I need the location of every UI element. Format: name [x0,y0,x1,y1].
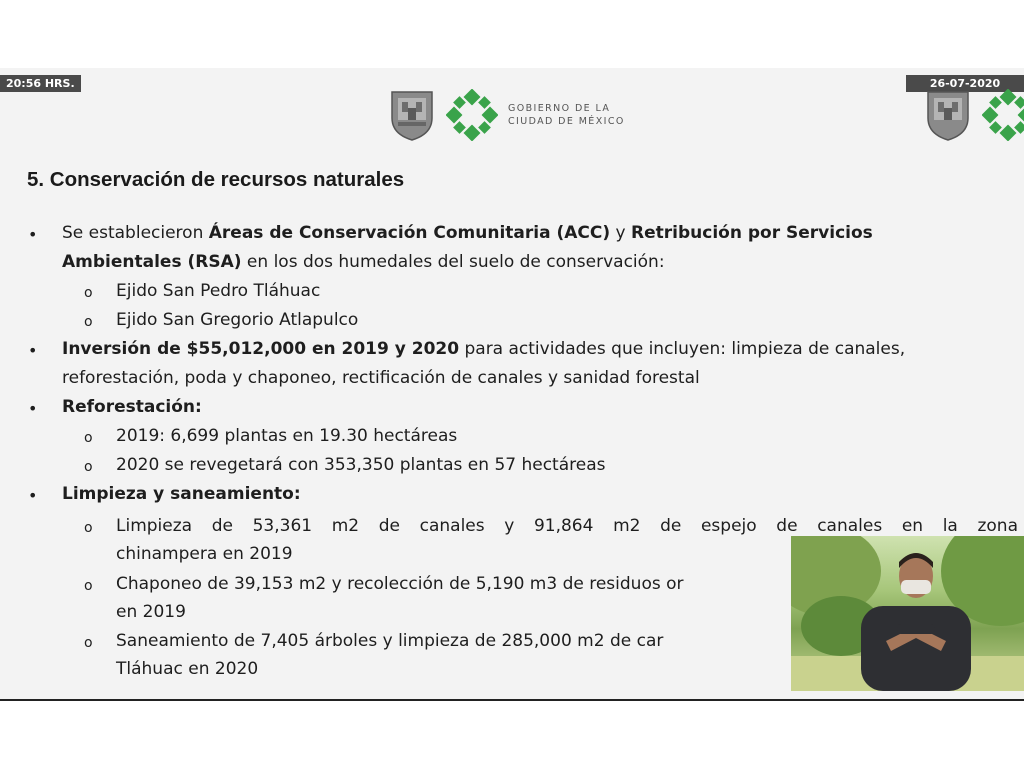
bullet-1-subitem: Ejido San Pedro Tláhuac [116,281,321,301]
bullet-1-line-2: Ambientales (RSA) en los dos humedales del suelo de conservación: [62,252,665,272]
cdmx-emblem-icon [446,89,498,141]
broadcast-time-tag: 20:56 HRS. [0,75,81,92]
interpreter-video [791,536,1024,691]
interpreter-figure [861,546,971,691]
sub-marker: o [84,430,93,446]
coat-of-arms-icon [388,88,436,142]
bullet-marker: • [28,225,38,244]
sub-marker: o [84,520,93,536]
sub-marker: o [84,635,93,651]
bullet-2-line-2: reforestación, poda y chaponeo, rectificación de canales y sanidad forestal [62,368,700,388]
sub-marker: o [84,459,93,475]
bullet-1-subitem: Ejido San Gregorio Atlapulco [116,310,359,330]
slide-frame [0,68,1024,700]
bullet-4-subitem-3-line-1: Saneamiento de 7,405 árboles y limpieza de 285,000 m2 de car [116,631,664,651]
sub-marker: o [84,285,93,301]
government-logo [388,88,625,142]
bullet-4-subitem-1-line-1: Limpieza de 53,361 m2 de canales y 91,864 m2 de espejo de canales en la zona [116,516,1018,536]
bullet-4-subitem-1-line-2: chinampera en 2019 [116,544,293,564]
government-logo-text: GOBIERNO DE LA CIUDAD DE MÉXICO [508,103,625,127]
bullet-3-heading: Reforestación: [62,397,202,417]
broadcast-date-tag: 26-07-2020 [906,75,1024,92]
sub-marker: o [84,578,93,594]
bullet-2-line-1: Inversión de $55,012,000 en 2019 y 2020 para actividades que incluyen: limpieza de canales, [62,339,906,359]
sub-marker: o [84,314,93,330]
bullet-4-subitem-2-line-1: Chaponeo de 39,153 m2 y recolección de 5,190 m3 de residuos or [116,574,684,594]
slide-title: 5. Conservación de recursos naturales [27,168,405,191]
bullet-marker: • [28,486,38,505]
bullet-3-subitem: 2019: 6,699 plantas en 19.30 hectáreas [116,426,458,446]
frame-bottom-border [0,699,1024,701]
bullet-4-subitem-2-line-2: en 2019 [116,602,186,622]
bullet-3-subitem: 2020 se revegetará con 353,350 plantas en 57 hectáreas [116,455,606,475]
corner-logo [924,88,1024,142]
bullet-marker: • [28,399,38,418]
bullet-1-line-1: Se establecieron Áreas de Conservación Comunitaria (ACC) y Retribución por Servicios [62,223,873,243]
cdmx-emblem-icon [982,89,1024,141]
coat-of-arms-icon [924,88,972,142]
bullet-4-heading: Limpieza y saneamiento: [62,484,301,504]
bullet-marker: • [28,341,38,360]
bullet-4-subitem-3-line-2: Tláhuac en 2020 [116,659,259,679]
